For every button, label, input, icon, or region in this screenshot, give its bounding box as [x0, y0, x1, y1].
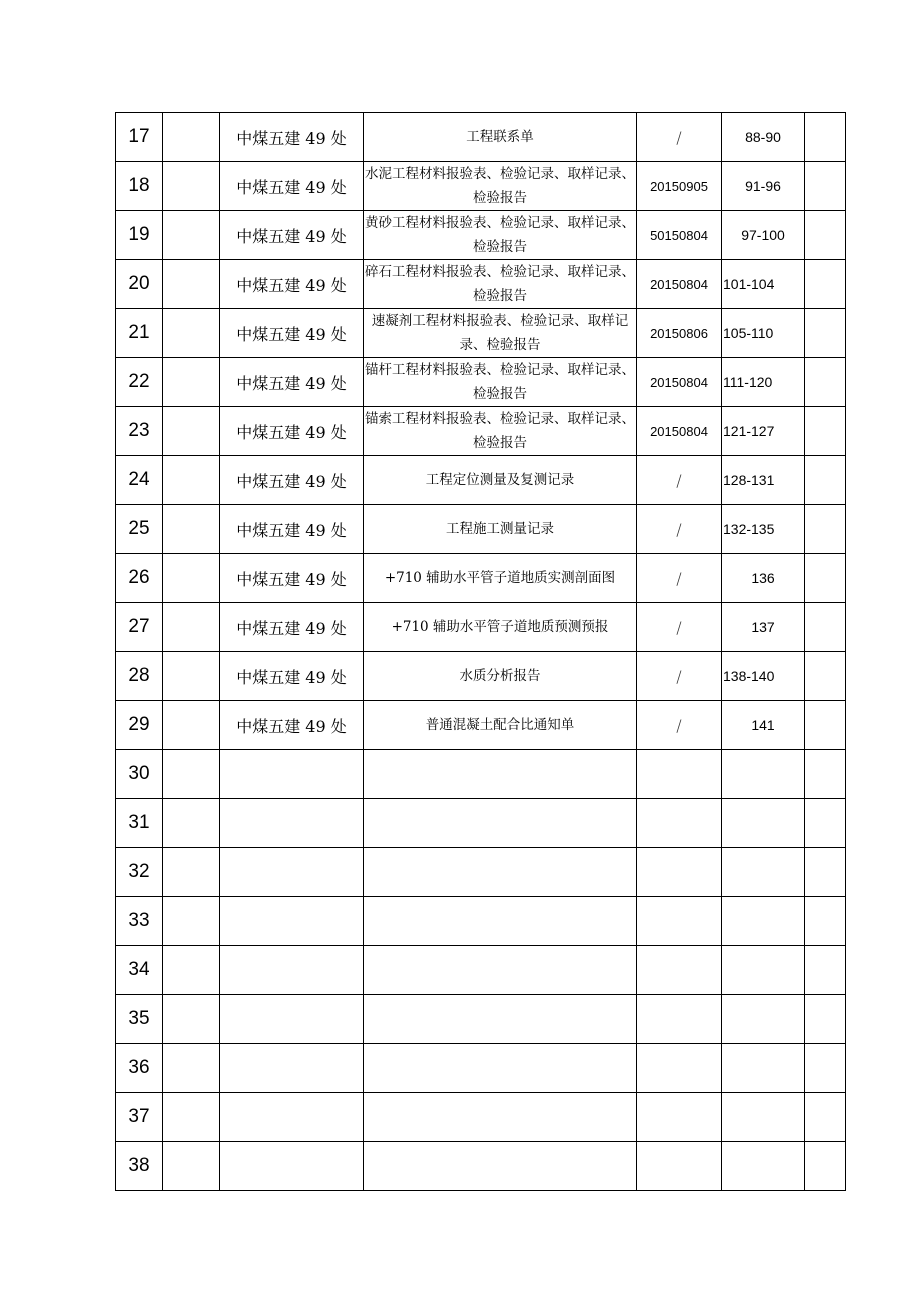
row-number-cell: 35: [116, 995, 163, 1044]
blank-cell: [163, 456, 220, 505]
document-name-cell: [364, 1044, 637, 1093]
page-range-cell: 128-131: [722, 456, 805, 505]
page-range-cell: [722, 799, 805, 848]
row-number-cell: 25: [116, 505, 163, 554]
batch-number-cell: [637, 946, 722, 995]
unit-cell: 中煤五建 49 处: [220, 407, 364, 456]
unit-cell: [220, 799, 364, 848]
table-row: [116, 701, 846, 750]
blank-cell: [163, 358, 220, 407]
page-range-cell: 97-100: [722, 211, 805, 260]
batch-number-cell: 50150804: [637, 211, 722, 260]
page-range-cell: [722, 1044, 805, 1093]
table-row: [116, 897, 846, 946]
row-number-cell: 19: [116, 211, 163, 260]
blank-cell: [163, 652, 220, 701]
row-number-cell: 26: [116, 554, 163, 603]
table-row: [116, 113, 846, 162]
row-number-cell: 30: [116, 750, 163, 799]
row-number-cell: 37: [116, 1093, 163, 1142]
batch-number-cell: [637, 750, 722, 799]
row-number-cell: 38: [116, 1142, 163, 1191]
remarks-cell: [805, 554, 846, 603]
remarks-cell: [805, 995, 846, 1044]
document-name-cell: +710 辅助水平管子道地质实测剖面图: [364, 554, 637, 603]
table-row: [116, 456, 846, 505]
table-row: [116, 995, 846, 1044]
blank-cell: [163, 162, 220, 211]
batch-number-cell: 20150806: [637, 309, 722, 358]
table-body: [116, 113, 846, 1191]
document-name-cell: 碎石工程材料报验表、检验记录、取样记录、检验报告: [364, 260, 637, 309]
remarks-cell: [805, 750, 846, 799]
batch-number-cell: /: [637, 554, 722, 603]
document-name-cell: [364, 750, 637, 799]
blank-cell: [163, 211, 220, 260]
document-name-cell: [364, 1093, 637, 1142]
remarks-cell: [805, 1044, 846, 1093]
page-range-cell: 138-140: [722, 652, 805, 701]
page-range-cell: 136: [722, 554, 805, 603]
batch-number-cell: 20150804: [637, 260, 722, 309]
document-name-cell: [364, 995, 637, 1044]
page-range-cell: [722, 750, 805, 799]
blank-cell: [163, 701, 220, 750]
unit-cell: 中煤五建 49 处: [220, 505, 364, 554]
unit-cell: 中煤五建 49 处: [220, 162, 364, 211]
unit-cell: 中煤五建 49 处: [220, 358, 364, 407]
table-row: [116, 211, 846, 260]
table-row: [116, 799, 846, 848]
document-name-cell: [364, 1142, 637, 1191]
page-range-cell: 111-120: [722, 358, 805, 407]
table-row: [116, 309, 846, 358]
document-name-cell: 水质分析报告: [364, 652, 637, 701]
remarks-cell: [805, 848, 846, 897]
page-range-cell: 88-90: [722, 113, 805, 162]
batch-number-cell: [637, 1044, 722, 1093]
document-name-cell: 黄砂工程材料报验表、检验记录、取样记录、检验报告: [364, 211, 637, 260]
blank-cell: [163, 554, 220, 603]
unit-cell: 中煤五建 49 处: [220, 554, 364, 603]
table-row: [116, 946, 846, 995]
unit-cell: [220, 946, 364, 995]
document-name-cell: [364, 946, 637, 995]
page-range-cell: [722, 995, 805, 1044]
unit-cell: 中煤五建 49 处: [220, 603, 364, 652]
unit-cell: 中煤五建 49 处: [220, 701, 364, 750]
remarks-cell: [805, 309, 846, 358]
document-name-cell: [364, 897, 637, 946]
batch-number-cell: 20150804: [637, 358, 722, 407]
remarks-cell: [805, 1142, 846, 1191]
batch-number-cell: /: [637, 652, 722, 701]
unit-cell: [220, 750, 364, 799]
row-number-cell: 22: [116, 358, 163, 407]
remarks-cell: [805, 701, 846, 750]
table-row: [116, 750, 846, 799]
blank-cell: [163, 897, 220, 946]
remarks-cell: [805, 1093, 846, 1142]
row-number-cell: 32: [116, 848, 163, 897]
remarks-cell: [805, 897, 846, 946]
page-range-cell: 137: [722, 603, 805, 652]
remarks-cell: [805, 456, 846, 505]
document-name-cell: 速凝剂工程材料报验表、检验记录、取样记录、检验报告: [364, 309, 637, 358]
blank-cell: [163, 603, 220, 652]
row-number-cell: 33: [116, 897, 163, 946]
blank-cell: [163, 799, 220, 848]
table-row: [116, 407, 846, 456]
remarks-cell: [805, 603, 846, 652]
document-name-cell: 工程定位测量及复测记录: [364, 456, 637, 505]
blank-cell: [163, 1142, 220, 1191]
page-range-cell: [722, 897, 805, 946]
document-register-table: [115, 112, 846, 1191]
unit-cell: 中煤五建 49 处: [220, 113, 364, 162]
page-range-cell: 101-104: [722, 260, 805, 309]
blank-cell: [163, 848, 220, 897]
unit-cell: [220, 1044, 364, 1093]
page-range-cell: [722, 1093, 805, 1142]
document-name-cell: 水泥工程材料报验表、检验记录、取样记录、检验报告: [364, 162, 637, 211]
remarks-cell: [805, 211, 846, 260]
page-range-cell: [722, 1142, 805, 1191]
remarks-cell: [805, 260, 846, 309]
batch-number-cell: [637, 1142, 722, 1191]
blank-cell: [163, 1044, 220, 1093]
row-number-cell: 21: [116, 309, 163, 358]
blank-cell: [163, 946, 220, 995]
table-row: [116, 358, 846, 407]
table-row: [116, 162, 846, 211]
document-name-cell: +710 辅助水平管子道地质预测预报: [364, 603, 637, 652]
remarks-cell: [805, 162, 846, 211]
page-range-cell: [722, 946, 805, 995]
unit-cell: 中煤五建 49 处: [220, 652, 364, 701]
document-name-cell: [364, 799, 637, 848]
table-row: [116, 652, 846, 701]
batch-number-cell: [637, 799, 722, 848]
page-range-cell: 121-127: [722, 407, 805, 456]
document-name-cell: 锚杆工程材料报验表、检验记录、取样记录、检验报告: [364, 358, 637, 407]
batch-number-cell: /: [637, 505, 722, 554]
table-row: [116, 554, 846, 603]
remarks-cell: [805, 358, 846, 407]
table-row: [116, 1044, 846, 1093]
batch-number-cell: [637, 897, 722, 946]
row-number-cell: 29: [116, 701, 163, 750]
batch-number-cell: 20150905: [637, 162, 722, 211]
row-number-cell: 23: [116, 407, 163, 456]
remarks-cell: [805, 946, 846, 995]
unit-cell: [220, 1093, 364, 1142]
blank-cell: [163, 1093, 220, 1142]
batch-number-cell: 20150804: [637, 407, 722, 456]
unit-cell: [220, 995, 364, 1044]
document-name-cell: 普通混凝土配合比通知单: [364, 701, 637, 750]
blank-cell: [163, 113, 220, 162]
blank-cell: [163, 505, 220, 554]
page-range-cell: 105-110: [722, 309, 805, 358]
unit-cell: [220, 1142, 364, 1191]
unit-cell: 中煤五建 49 处: [220, 211, 364, 260]
remarks-cell: [805, 407, 846, 456]
document-name-cell: [364, 848, 637, 897]
row-number-cell: 24: [116, 456, 163, 505]
table-row: [116, 1142, 846, 1191]
unit-cell: [220, 897, 364, 946]
unit-cell: 中煤五建 49 处: [220, 456, 364, 505]
blank-cell: [163, 260, 220, 309]
blank-cell: [163, 309, 220, 358]
page-range-cell: 132-135: [722, 505, 805, 554]
unit-cell: 中煤五建 49 处: [220, 260, 364, 309]
row-number-cell: 20: [116, 260, 163, 309]
document-name-cell: 工程联系单: [364, 113, 637, 162]
page-range-cell: 141: [722, 701, 805, 750]
unit-cell: 中煤五建 49 处: [220, 309, 364, 358]
row-number-cell: 18: [116, 162, 163, 211]
row-number-cell: 31: [116, 799, 163, 848]
row-number-cell: 27: [116, 603, 163, 652]
row-number-cell: 28: [116, 652, 163, 701]
document-name-cell: 锚索工程材料报验表、检验记录、取样记录、检验报告: [364, 407, 637, 456]
blank-cell: [163, 995, 220, 1044]
row-number-cell: 17: [116, 113, 163, 162]
batch-number-cell: /: [637, 456, 722, 505]
page-range-cell: 91-96: [722, 162, 805, 211]
batch-number-cell: /: [637, 603, 722, 652]
blank-cell: [163, 407, 220, 456]
remarks-cell: [805, 113, 846, 162]
table-row: [116, 848, 846, 897]
table-row: [116, 1093, 846, 1142]
row-number-cell: 36: [116, 1044, 163, 1093]
remarks-cell: [805, 505, 846, 554]
remarks-cell: [805, 652, 846, 701]
batch-number-cell: /: [637, 701, 722, 750]
page-range-cell: [722, 848, 805, 897]
table-row: [116, 603, 846, 652]
unit-cell: [220, 848, 364, 897]
table-row: [116, 260, 846, 309]
batch-number-cell: [637, 995, 722, 1044]
batch-number-cell: [637, 848, 722, 897]
document-name-cell: 工程施工测量记录: [364, 505, 637, 554]
table-row: [116, 505, 846, 554]
blank-cell: [163, 750, 220, 799]
batch-number-cell: /: [637, 113, 722, 162]
row-number-cell: 34: [116, 946, 163, 995]
remarks-cell: [805, 799, 846, 848]
batch-number-cell: [637, 1093, 722, 1142]
